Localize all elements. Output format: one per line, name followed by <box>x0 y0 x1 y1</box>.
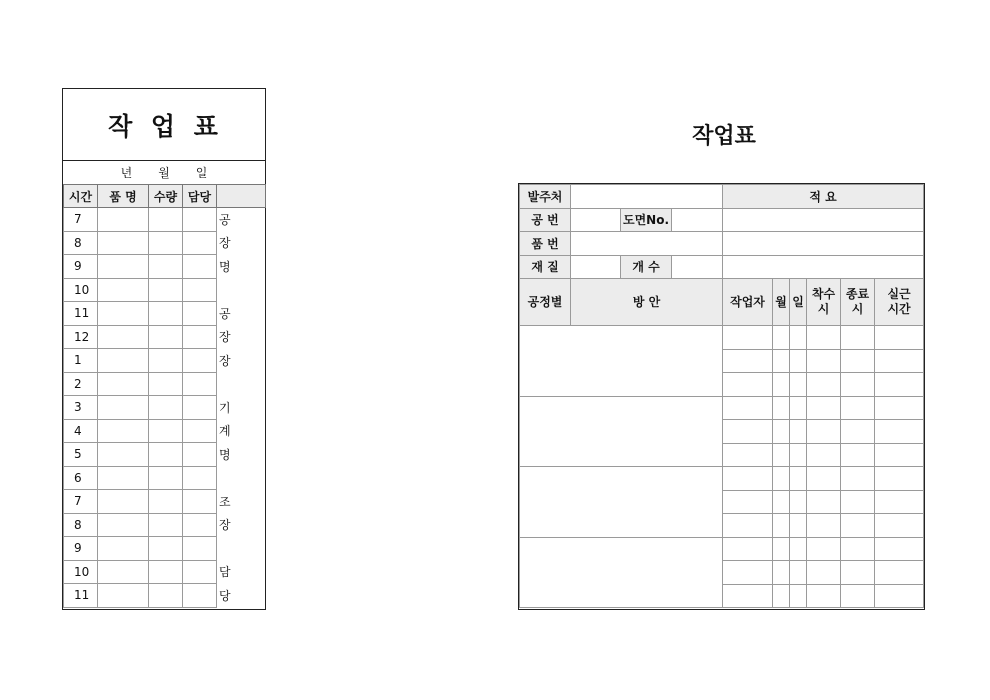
worker-cell[interactable] <box>723 443 773 467</box>
actual-cell[interactable] <box>875 561 924 585</box>
hour-cell: 12 <box>64 325 98 349</box>
row-material <box>520 255 924 279</box>
start-time-label-line1: 착수 <box>811 287 836 301</box>
item-cell[interactable] <box>98 466 149 490</box>
side-label-cell <box>217 278 266 302</box>
hour-cell: 8 <box>64 231 98 255</box>
qty-cell[interactable] <box>149 396 183 420</box>
owner-cell[interactable] <box>183 349 217 373</box>
side-label-cell: 담 <box>217 560 266 584</box>
date-year-label: 년 <box>120 165 133 180</box>
qty-cell[interactable] <box>149 372 183 396</box>
start-cell[interactable] <box>807 490 841 514</box>
actual-cell[interactable] <box>875 349 924 373</box>
item-cell[interactable] <box>98 560 149 584</box>
end-cell[interactable] <box>841 490 875 514</box>
month-cell[interactable] <box>773 584 790 608</box>
date-day-label: 일 <box>195 165 208 180</box>
owner-cell[interactable] <box>183 513 217 537</box>
process-label: 공정별 <box>520 279 571 326</box>
worker-cell[interactable] <box>723 467 773 491</box>
owner-cell[interactable] <box>183 396 217 420</box>
schedule-row <box>64 584 266 608</box>
month-cell[interactable] <box>773 561 790 585</box>
header-owner: 담당 <box>183 185 217 208</box>
side-label-cell: 당 <box>217 584 266 608</box>
item-cell[interactable] <box>98 396 149 420</box>
end-cell[interactable] <box>841 537 875 561</box>
item-cell[interactable] <box>98 278 149 302</box>
process-row <box>520 537 924 561</box>
left-work-sheet <box>62 88 266 610</box>
part-no-field[interactable] <box>571 232 723 256</box>
owner-cell[interactable] <box>183 231 217 255</box>
qty-cell[interactable] <box>149 302 183 326</box>
month-cell[interactable] <box>773 349 790 373</box>
side-label-cell <box>217 537 266 561</box>
qty-cell[interactable] <box>149 255 183 279</box>
worker-cell[interactable] <box>723 584 773 608</box>
material-field[interactable] <box>571 255 621 279</box>
remarks-field-3[interactable] <box>723 255 924 279</box>
actual-cell[interactable] <box>875 443 924 467</box>
worker-cell[interactable] <box>723 396 773 420</box>
start-cell[interactable] <box>807 537 841 561</box>
day-cell[interactable] <box>790 467 807 491</box>
owner-cell[interactable] <box>183 490 217 514</box>
side-label-cell: 계 <box>217 419 266 443</box>
end-time-label <box>841 279 875 326</box>
side-label-cell: 명 <box>217 255 266 279</box>
remarks-label: 적 요 <box>723 185 924 209</box>
end-time-label-line1: 종료 <box>845 287 870 301</box>
month-cell[interactable] <box>773 326 790 350</box>
start-cell[interactable] <box>807 349 841 373</box>
month-cell[interactable] <box>773 443 790 467</box>
day-cell[interactable] <box>790 373 807 397</box>
hour-cell: 9 <box>64 537 98 561</box>
schedule-row <box>64 208 266 232</box>
side-label-cell: 명 <box>217 443 266 467</box>
row-process-header <box>520 279 924 326</box>
start-cell[interactable] <box>807 467 841 491</box>
count-field[interactable] <box>672 255 723 279</box>
hour-cell: 8 <box>64 513 98 537</box>
schedule-row <box>64 325 266 349</box>
qty-cell[interactable] <box>149 278 183 302</box>
remarks-field-1[interactable] <box>723 208 924 232</box>
month-cell[interactable] <box>773 373 790 397</box>
count-label: 개 수 <box>621 255 672 279</box>
actual-cell[interactable] <box>875 490 924 514</box>
left-title: 작 업 표 <box>108 111 220 141</box>
owner-cell[interactable] <box>183 325 217 349</box>
plan-label: 방 안 <box>571 279 723 326</box>
schedule-row <box>64 372 266 396</box>
month-cell[interactable] <box>773 420 790 444</box>
worker-label: 작업자 <box>723 279 773 326</box>
right-work-table <box>519 184 924 608</box>
actual-hours-label-line1: 실근 <box>887 287 911 301</box>
side-label-cell: 조 <box>217 490 266 514</box>
orderer-label: 발주처 <box>520 185 571 209</box>
work-no-field[interactable] <box>571 208 621 232</box>
end-cell[interactable] <box>841 467 875 491</box>
hour-cell: 6 <box>64 466 98 490</box>
side-label-cell: 공 <box>217 208 266 232</box>
row-part-no <box>520 232 924 256</box>
day-cell[interactable] <box>790 396 807 420</box>
drawing-no-label: 도면No. <box>621 208 672 232</box>
qty-cell[interactable] <box>149 513 183 537</box>
actual-cell[interactable] <box>875 514 924 538</box>
schedule-row <box>64 537 266 561</box>
hour-cell: 5 <box>64 443 98 467</box>
row-orderer <box>520 185 924 209</box>
start-time-label <box>807 279 841 326</box>
end-cell[interactable] <box>841 443 875 467</box>
start-cell[interactable] <box>807 443 841 467</box>
end-cell[interactable] <box>841 584 875 608</box>
item-cell[interactable] <box>98 255 149 279</box>
qty-cell[interactable] <box>149 466 183 490</box>
orderer-field[interactable] <box>571 185 723 209</box>
item-cell[interactable] <box>98 208 149 232</box>
material-label: 재 질 <box>520 255 571 279</box>
schedule-row <box>64 349 266 373</box>
qty-cell[interactable] <box>149 490 183 514</box>
hour-cell: 10 <box>64 278 98 302</box>
process-plan-field[interactable] <box>520 326 723 397</box>
day-cell[interactable] <box>790 561 807 585</box>
end-cell[interactable] <box>841 373 875 397</box>
right-title: 작업표 <box>692 124 756 149</box>
schedule-row <box>64 231 266 255</box>
worker-cell[interactable] <box>723 514 773 538</box>
hour-cell: 11 <box>64 302 98 326</box>
month-cell[interactable] <box>773 396 790 420</box>
month-cell[interactable] <box>773 467 790 491</box>
day-cell[interactable] <box>790 584 807 608</box>
schedule-row <box>64 513 266 537</box>
side-label-cell: 장 <box>217 231 266 255</box>
process-plan-field[interactable] <box>520 396 723 467</box>
drawing-no-field[interactable] <box>672 208 723 232</box>
qty-cell[interactable] <box>149 231 183 255</box>
item-cell[interactable] <box>98 419 149 443</box>
hour-cell: 10 <box>64 560 98 584</box>
schedule-row <box>64 302 266 326</box>
item-cell[interactable] <box>98 302 149 326</box>
end-cell[interactable] <box>841 396 875 420</box>
left-schedule-table <box>63 184 266 608</box>
hour-cell: 7 <box>64 490 98 514</box>
item-cell[interactable] <box>98 490 149 514</box>
schedule-row <box>64 255 266 279</box>
qty-cell[interactable] <box>149 443 183 467</box>
header-blank <box>217 185 266 208</box>
actual-hours-label-line2: 시간 <box>887 302 911 316</box>
schedule-row <box>64 490 266 514</box>
row-work-no <box>520 208 924 232</box>
process-row <box>520 467 924 491</box>
left-header-row <box>64 185 266 208</box>
start-cell[interactable] <box>807 420 841 444</box>
actual-cell[interactable] <box>875 373 924 397</box>
owner-cell[interactable] <box>183 419 217 443</box>
owner-cell[interactable] <box>183 584 217 608</box>
day-cell[interactable] <box>790 514 807 538</box>
actual-cell[interactable] <box>875 537 924 561</box>
end-cell[interactable] <box>841 349 875 373</box>
day-cell[interactable] <box>790 443 807 467</box>
owner-cell[interactable] <box>183 443 217 467</box>
item-cell[interactable] <box>98 349 149 373</box>
day-label: 일 <box>790 279 807 326</box>
side-label-cell: 기 <box>217 396 266 420</box>
item-cell[interactable] <box>98 443 149 467</box>
actual-cell[interactable] <box>875 467 924 491</box>
header-qty: 수량 <box>149 185 183 208</box>
remarks-field-2[interactable] <box>723 232 924 256</box>
actual-cell[interactable] <box>875 584 924 608</box>
day-cell[interactable] <box>790 537 807 561</box>
day-cell[interactable] <box>790 349 807 373</box>
worker-cell[interactable] <box>723 561 773 585</box>
hour-cell: 3 <box>64 396 98 420</box>
header-time: 시간 <box>64 185 98 208</box>
item-cell[interactable] <box>98 513 149 537</box>
schedule-row <box>64 396 266 420</box>
hour-cell: 7 <box>64 208 98 232</box>
end-cell[interactable] <box>841 514 875 538</box>
start-time-label-line2: 시 <box>817 302 830 316</box>
date-month-label: 월 <box>158 165 170 180</box>
qty-cell[interactable] <box>149 584 183 608</box>
start-cell[interactable] <box>807 584 841 608</box>
worker-cell[interactable] <box>723 490 773 514</box>
end-cell[interactable] <box>841 420 875 444</box>
qty-cell[interactable] <box>149 208 183 232</box>
header-item: 품 명 <box>98 185 149 208</box>
day-cell[interactable] <box>790 326 807 350</box>
owner-cell[interactable] <box>183 466 217 490</box>
start-cell[interactable] <box>807 514 841 538</box>
side-label-cell: 장 <box>217 325 266 349</box>
month-cell[interactable] <box>773 514 790 538</box>
side-label-cell <box>217 466 266 490</box>
owner-cell[interactable] <box>183 255 217 279</box>
owner-cell[interactable] <box>183 208 217 232</box>
month-cell[interactable] <box>773 490 790 514</box>
work-no-label: 공 번 <box>520 208 571 232</box>
item-cell[interactable] <box>98 537 149 561</box>
owner-cell[interactable] <box>183 372 217 396</box>
side-label-cell: 장 <box>217 513 266 537</box>
part-no-label: 품 번 <box>520 232 571 256</box>
process-row <box>520 326 924 350</box>
owner-cell[interactable] <box>183 560 217 584</box>
schedule-row <box>64 278 266 302</box>
qty-cell[interactable] <box>149 419 183 443</box>
process-plan-field[interactable] <box>520 467 723 538</box>
qty-cell[interactable] <box>149 560 183 584</box>
end-cell[interactable] <box>841 326 875 350</box>
start-cell[interactable] <box>807 326 841 350</box>
owner-cell[interactable] <box>183 537 217 561</box>
item-cell[interactable] <box>98 372 149 396</box>
actual-hours-label <box>875 279 924 326</box>
qty-cell[interactable] <box>149 537 183 561</box>
actual-cell[interactable] <box>875 396 924 420</box>
worker-cell[interactable] <box>723 537 773 561</box>
worker-cell[interactable] <box>723 373 773 397</box>
day-cell[interactable] <box>790 420 807 444</box>
end-cell[interactable] <box>841 561 875 585</box>
schedule-row <box>64 443 266 467</box>
side-label-cell <box>217 372 266 396</box>
left-title-box <box>63 89 265 161</box>
item-cell[interactable] <box>98 584 149 608</box>
item-cell[interactable] <box>98 325 149 349</box>
hour-cell: 1 <box>64 349 98 373</box>
item-cell[interactable] <box>98 231 149 255</box>
left-date-row <box>63 160 265 185</box>
actual-cell[interactable] <box>875 420 924 444</box>
right-work-sheet <box>518 183 925 610</box>
actual-cell[interactable] <box>875 326 924 350</box>
qty-cell[interactable] <box>149 349 183 373</box>
worker-cell[interactable] <box>723 420 773 444</box>
process-row <box>520 396 924 420</box>
side-label-cell: 공 <box>217 302 266 326</box>
side-label-cell: 장 <box>217 349 266 373</box>
hour-cell: 9 <box>64 255 98 279</box>
hour-cell: 11 <box>64 584 98 608</box>
end-time-label-line2: 시 <box>851 302 864 316</box>
start-cell[interactable] <box>807 373 841 397</box>
hour-cell: 2 <box>64 372 98 396</box>
schedule-row <box>64 466 266 490</box>
month-label: 월 <box>773 279 790 326</box>
worker-cell[interactable] <box>723 326 773 350</box>
month-cell[interactable] <box>773 537 790 561</box>
day-cell[interactable] <box>790 490 807 514</box>
worker-cell[interactable] <box>723 349 773 373</box>
hour-cell: 4 <box>64 419 98 443</box>
start-cell[interactable] <box>807 561 841 585</box>
start-cell[interactable] <box>807 396 841 420</box>
schedule-row <box>64 560 266 584</box>
owner-cell[interactable] <box>183 278 217 302</box>
qty-cell[interactable] <box>149 325 183 349</box>
schedule-row <box>64 419 266 443</box>
owner-cell[interactable] <box>183 302 217 326</box>
process-plan-field[interactable] <box>520 537 723 608</box>
